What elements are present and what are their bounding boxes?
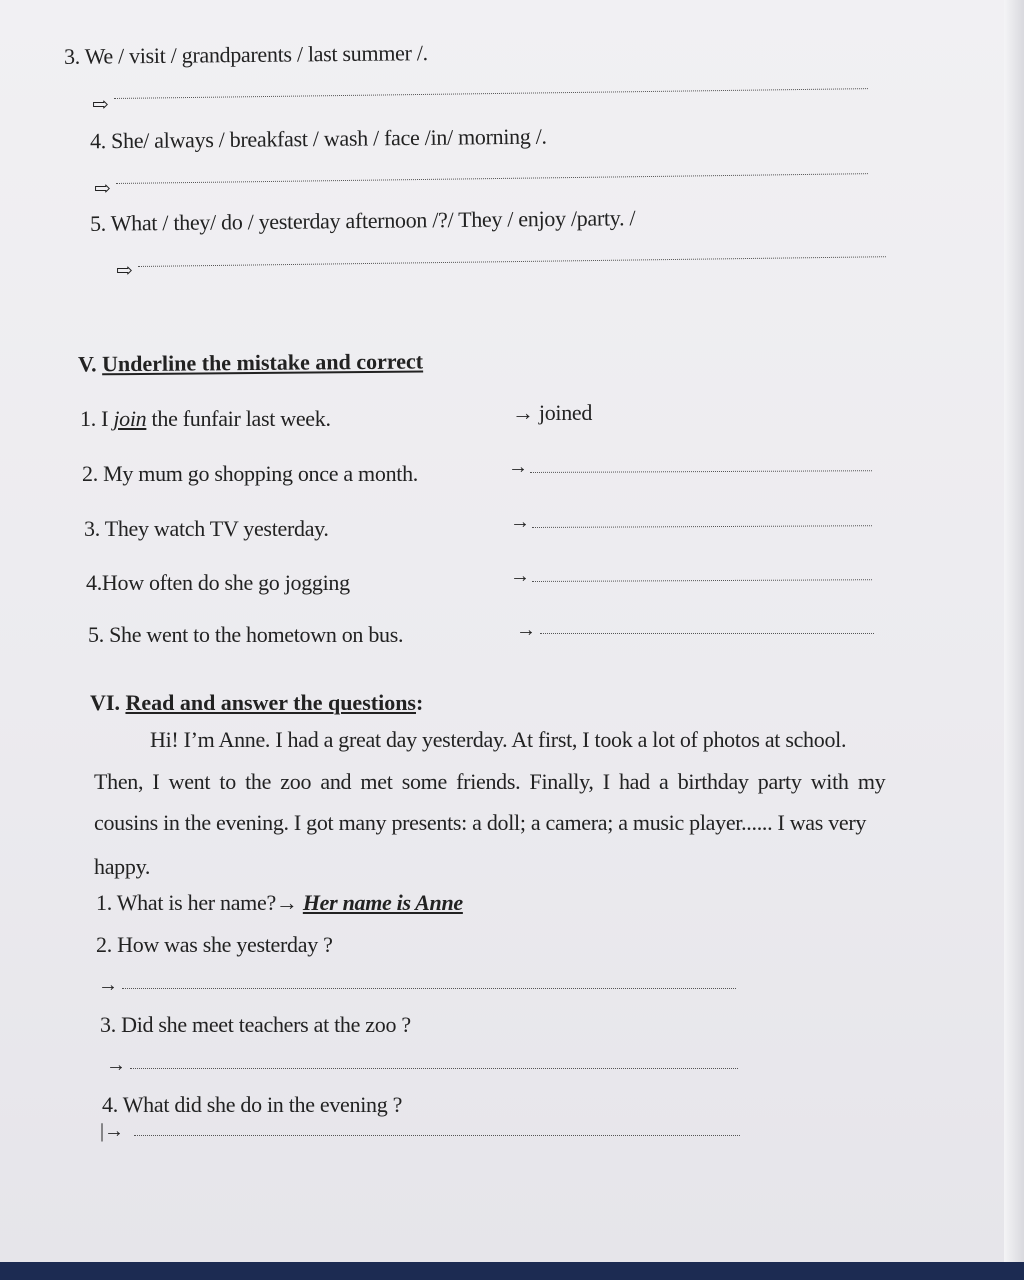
answer-line bbox=[134, 1135, 740, 1136]
answer-line bbox=[532, 525, 872, 528]
answer-line bbox=[530, 470, 872, 473]
arrow-icon: → bbox=[98, 974, 118, 996]
correction-item-3: 3. They watch TV yesterday. bbox=[84, 516, 329, 541]
passage-line-4: happy. bbox=[94, 854, 151, 879]
correction-item-4: 4.How often do she go jogging bbox=[86, 570, 350, 595]
correction-item-5: 5. She went to the hometown on bus. bbox=[88, 622, 404, 647]
answer-line bbox=[532, 579, 872, 582]
section-numeral: V. bbox=[77, 351, 97, 377]
correction-item-2: 2. My mum go shopping once a month. bbox=[82, 461, 418, 486]
correction-item-1 bbox=[80, 406, 331, 432]
section-numeral: VI. bbox=[90, 690, 120, 715]
arrow-icon: ⇨ bbox=[92, 94, 109, 116]
section-vi-heading bbox=[90, 690, 423, 716]
question-2: 2. How was she yesterday ? bbox=[96, 932, 333, 957]
answer-line bbox=[122, 988, 736, 989]
passage-line-3: cousins in the evening. I got many presents: a doll; a camera; a music player...... I was very bbox=[94, 810, 867, 835]
question-1 bbox=[96, 890, 463, 916]
rewrite-item-5: 5. What / they/ do / yesterday afternoon /?/ They / enjoy /party. / bbox=[89, 205, 636, 236]
arrow-icon: |→ bbox=[100, 1120, 125, 1142]
mistake-word: join bbox=[113, 406, 147, 431]
arrow-icon: ⇨ bbox=[116, 260, 133, 282]
answer-text: Her name is Anne bbox=[302, 890, 463, 915]
arrow-icon: ⇨ bbox=[94, 178, 111, 200]
question-3: 3. Did she meet teachers at the zoo ? bbox=[100, 1012, 411, 1037]
monitor-bezel bbox=[0, 1262, 1024, 1280]
section-title: Underline the mistake and correct bbox=[101, 348, 424, 377]
question-4: 4. What did she do in the evening ? bbox=[102, 1092, 403, 1117]
arrow-icon: → bbox=[508, 456, 528, 478]
correction-answer-1 bbox=[512, 400, 592, 426]
question-text: 1. What is her name?→ bbox=[96, 890, 303, 915]
answer-line bbox=[540, 633, 874, 634]
answer-line bbox=[114, 88, 868, 99]
answer-line bbox=[116, 173, 868, 184]
passage-line-1: Hi! I’m Anne. I had a great day yesterday. At first, I took a lot of photos at school. bbox=[150, 727, 847, 752]
arrow-icon: → bbox=[510, 565, 530, 587]
answer-line bbox=[138, 256, 886, 267]
answer-line bbox=[130, 1068, 738, 1069]
arrow-icon: → bbox=[516, 619, 536, 641]
answer-text: joined bbox=[538, 400, 593, 425]
passage-line-2: Then, I went to the zoo and met some friends. Finally, I had a birthday party with my bbox=[94, 769, 886, 794]
rewrite-item-4: 4. She/ always / breakfast / wash / face /in/ morning /. bbox=[89, 123, 547, 154]
section-v-heading bbox=[78, 348, 423, 377]
arrow-icon: → bbox=[510, 511, 530, 533]
arrow-icon: → bbox=[512, 400, 534, 425]
rewrite-item-3: 3. We / visit / grandparents / last summer /. bbox=[63, 40, 428, 69]
arrow-icon: → bbox=[106, 1054, 126, 1076]
section-title: Read and answer the questions bbox=[125, 690, 416, 715]
section-colon: : bbox=[416, 690, 424, 715]
item-rest: the funfair last week. bbox=[146, 406, 331, 431]
item-prefix: 1. I bbox=[80, 406, 114, 431]
